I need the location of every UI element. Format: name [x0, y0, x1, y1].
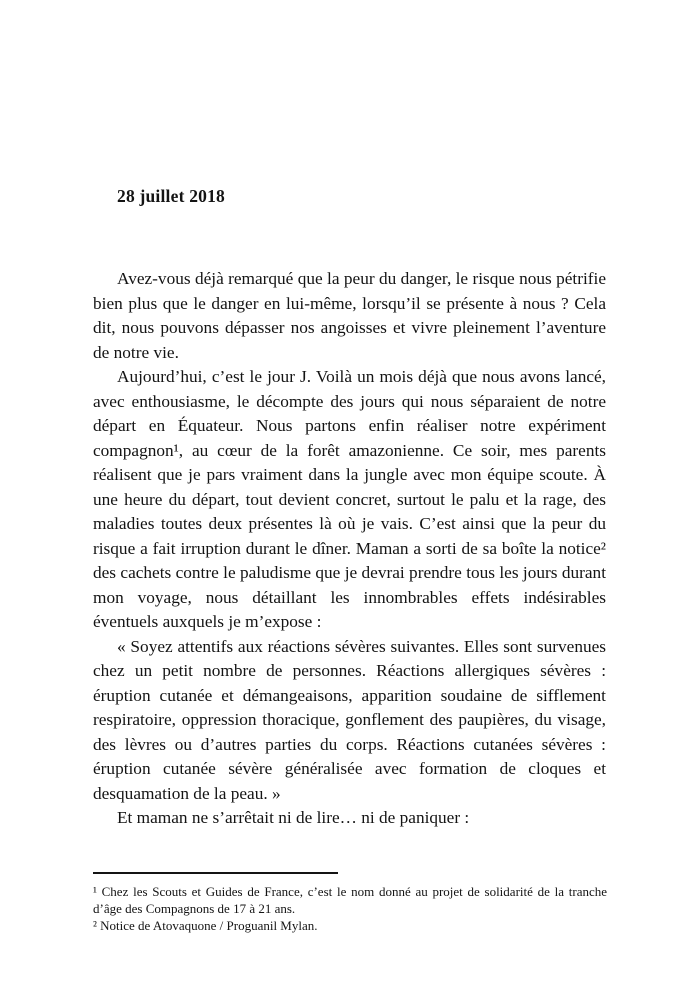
paragraph-intro: Avez-vous déjà remarqué que la peur du danger, le risque nous pétrifie bien plus que le danger en lui-même, lorsqu’il se présente à nous ? Cela dit, nous pouvons dépasser nos angoisses et vivre pleinement l’aventure de notre vie. [93, 269, 606, 362]
paragraph-notice-quote: « Soyez attentifs aux réactions sévères suivantes. Elles sont survenues chez un petit nombre de personnes. Réactions allergiques sévères : éruption cutanée et démangeaisons, apparition soudaine de sifflement respiratoire, oppression thoracique, gonflement des paupières, du visage, des lèvres ou d’autres parties du corps. Réactions cutanées sévères : éruption cutanée sévère généralisée avec formation de cloques et desquamation de la peau. » [93, 636, 606, 803]
footnote-2: ² Notice de Atovaquone / Proguanil Mylan. [93, 918, 318, 933]
paragraph-closing: Et maman ne s’arrêtait ni de lire… ni de paniquer : [117, 808, 470, 827]
body-text [93, 267, 606, 831]
footnote-1: ¹ Chez les Scouts et Guides de France, c’est le nom donné au projet de solidarité de la tranche d’âge des Compagnons de 17 à 21 ans. [93, 884, 607, 916]
footnotes-section [93, 872, 607, 934]
paragraph-jour-j: Aujourd’hui, c’est le jour J. Voilà un mois déjà que nous avons lancé, avec enthousiasme, le décompte des jours qui nous séparaient de notre départ en Équateur. Nous partons enfin réaliser notre expériment compagnon¹, au cœur de la forêt amazonienne. Ce soir, mes parents réalisent que je pars vraiment dans la jungle avec mon équipe scoute. À une heure du départ, tout devient concret, surtout le palu et la rage, des maladies toutes deux présentes là où je vais. C’est ainsi que la peur du risque a fait irruption durant le dîner. Maman a sorti de sa boîte la notice² des cachets contre le paludisme que je devrai prendre tous les jours durant mon voyage, nous détaillant les innombrables effets indésirables éventuels auxquels je m’expose : [93, 367, 606, 631]
main-text-block [93, 184, 606, 831]
footnote-separator-line [93, 872, 338, 874]
date-heading: 28 juillet 2018 [117, 186, 225, 206]
